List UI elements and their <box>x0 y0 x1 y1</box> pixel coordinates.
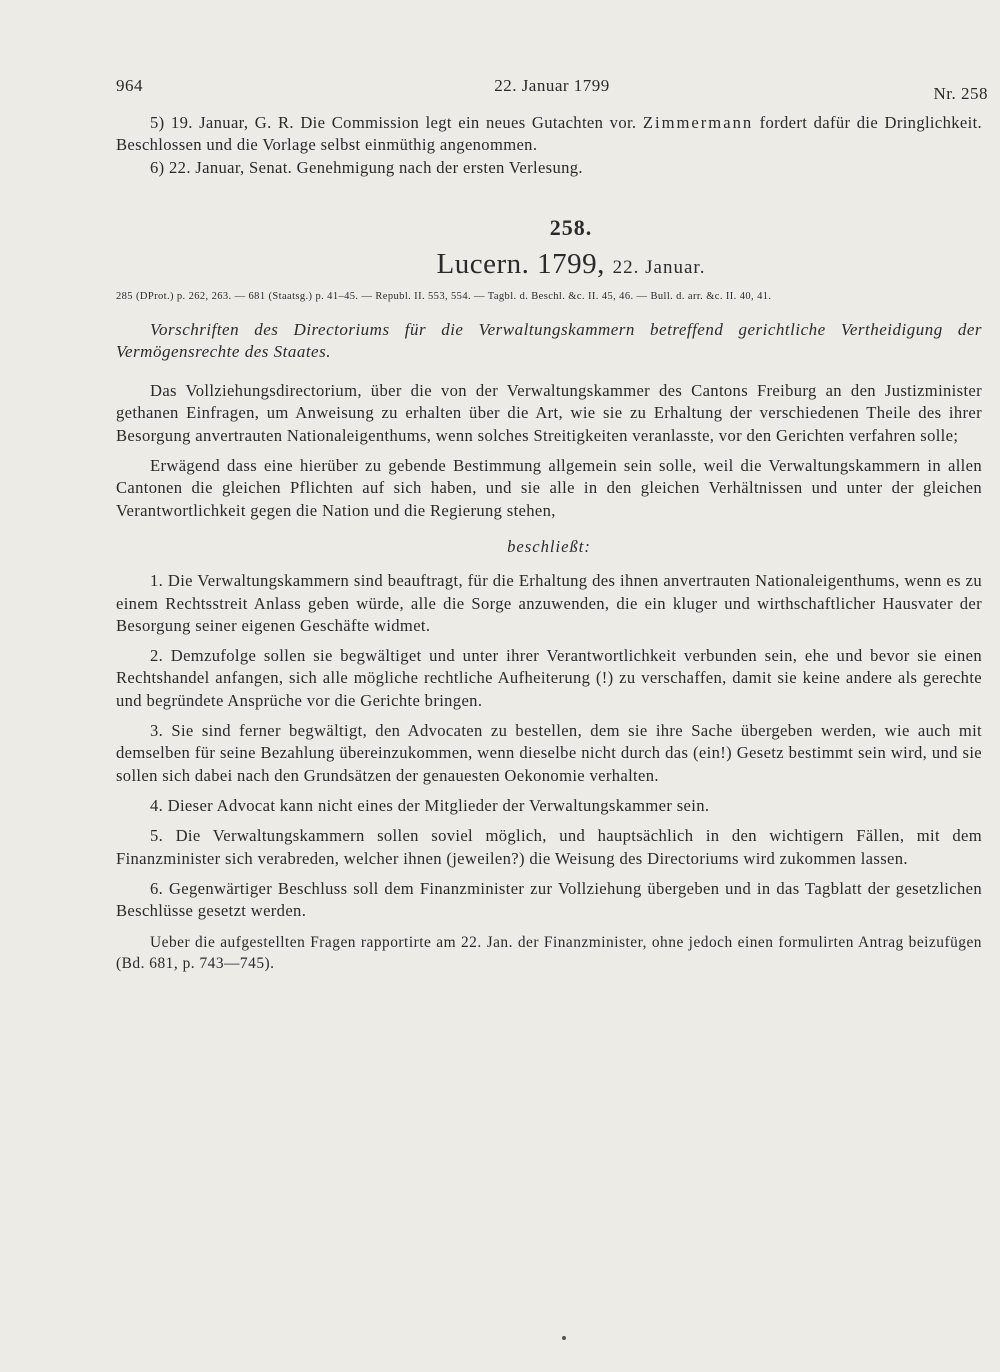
intro-entry-5-name: Zimmermann <box>642 113 754 132</box>
document-place-year: Lucern. 1799, <box>436 248 605 281</box>
article-4: 4. Dieser Advocat kann nicht eines der Mitglieder der Verwaltungskammer sein. <box>150 795 710 815</box>
article-6: 6. Gegenwärtiger Beschluss soll dem Finanzminister zur Vollziehung übergeben und in das Tagblatt der gesetzlichen Beschlüsse gesetzt werden. <box>116 878 982 921</box>
paragraph-preamble: Das Vollziehungsdirectorium, über die von der Verwaltungskammer des Cantons Freiburg an den Justizminister gethanen Einfragen, um Anweisung zu erhalten über die Art, wie sie zu Erhaltung der verschiedenen Theile des ihrer Besorgung anvertrauten Nationaleigenthums, wenn solches Streitigkeiten veranlasste, vor den Gerichten verfahren solle; <box>116 381 982 445</box>
intro-entry-6: 6) 22. Januar, Senat. Genehmigung nach der ersten Verlesung. <box>150 157 583 177</box>
intro-entry-5-text: 5) 19. Januar, G. R. Die Commission legt ein neues Gutachten vor. <box>150 113 637 132</box>
paragraph-considering: Erwägend dass eine hierüber zu gebende Bestimmung allgemein sein solle, weil die Verwaltungskammern in allen Cantonen die gleichen Pflichten auf sich haben, und sie alle in den gleichen Verhältnissen und unter der gleichen Verantwortlichkeit gegen die Nation und die Regierung stehen, <box>116 456 982 520</box>
document-day-month: 22. Januar. <box>612 257 706 279</box>
source-references: 285 (DProt.) p. 262, 263. — 681 (Staatsg.) p. 41–45. — Republ. II. 553, 554. — Tagbl. d. Beschl. &c. II. 45, 46. — Bull. d. arr. &c. II. 40, 41. <box>116 291 772 303</box>
document-number: 258. <box>549 214 593 240</box>
page-header <box>116 76 988 104</box>
ink-speck <box>562 1336 566 1340</box>
article-5: 5. Die Verwaltungskammern sollen soviel möglich, und hauptsächlich in den wichtigern Fällen, mit dem Finanzminister sich verabreden, welcher ihnen (jeweilen?) die Weisung des Directoriums wird zukommen lassen. <box>116 826 982 868</box>
document-title <box>116 247 982 285</box>
article-2: 2. Demzufolge sollen sie begwältiget und unter ihrer Verantwortlichkeit verbunden sein, ehe und bevor sie einen Rechtshandel anfangen, sich alle mögliche rechtliche Aufheiterung (!) zu verschaffen, damit sie keine andere als gerechte und begründete Ansprüche vor die Gerichte bringen. <box>116 646 982 710</box>
document-reference: Nr. 258 <box>933 84 988 103</box>
resolves-heading: beschließt: <box>507 536 591 556</box>
document-summary: Vorschriften des Directoriums für die Verwaltungskammern betreffend gerichtliche Vertheidigung der Vermögensrechte des Staates. <box>116 320 982 362</box>
closing-note: Ueber die aufgestellten Fragen rapportirte am 22. Jan. der Finanzminister, ohne jedoch einen formulirten Antrag beizufügen (Bd. 681, p. 743—745). <box>116 934 982 973</box>
page-content <box>116 112 982 990</box>
intro-entry-5-rest: fordert dafür die Dringlichkeit. Beschlossen und die Vorlage selbst einmüthig angenommen. <box>116 113 983 155</box>
header-date: 22. Januar 1799 <box>494 76 610 95</box>
intro-entry-5 <box>116 112 982 157</box>
article-3: 3. Sie sind ferner begwältigt, den Advocaten zu bestellen, dem sie ihre Sache übergeben werden, wie auch mit demselben für seine Bezahlung übereinzukommen, wenn dieselbe nicht durch das (ein!) Gesetz bestimmt sein wird, und sie sollen sich dabei nach den Grundsätzen der genauesten Oekonomie verhalten. <box>116 721 982 785</box>
article-1: 1. Die Verwaltungskammern sind beauftragt, für die Erhaltung des ihnen anvertrauten Nationaleigenthums, wenn es zu einem Rechtsstreit Anlass geben würde, alle die Sorge anzuwenden, die ein kluger und wirthschaftlicher Hausvater der Besorgung seiner eigenen Geschäfte widmet. <box>116 571 982 635</box>
page-number: 964 <box>116 76 143 95</box>
